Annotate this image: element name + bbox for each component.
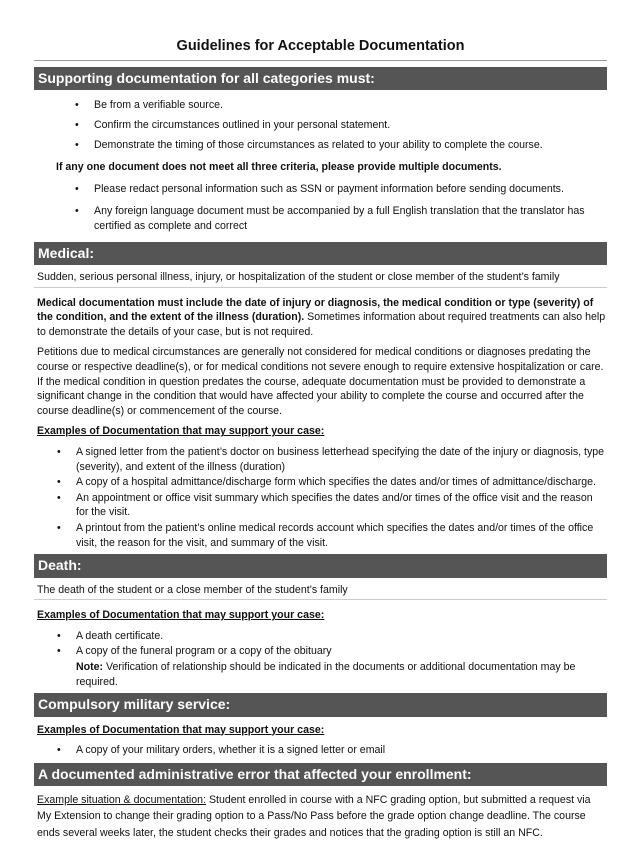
section-heading-military: Compulsory military service: bbox=[34, 693, 607, 716]
death-subtitle: The death of the student or a close member of the student’s family bbox=[34, 578, 607, 601]
military-examples-heading: Examples of Documentation that may support your case: bbox=[37, 723, 325, 736]
note-label: Note: bbox=[76, 661, 104, 673]
list-item: • A copy of the funeral program or a copy of the obituary bbox=[76, 644, 607, 659]
list-item: • An appointment or office visit summary which specifies the dates and/or times of the office visit and the reason for the visit. bbox=[76, 491, 607, 520]
criteria-note: If any one document does not meet all three criteria, please provide multiple documents. bbox=[56, 161, 502, 174]
supporting-bullet-list-2 bbox=[34, 182, 607, 234]
medical-requirement-rest: Sometimes information about required treatments can also help to demonstrate the details of your case, but is not required. bbox=[37, 311, 606, 338]
section-heading-admin-error: A documented administrative error that affected your enrollment: bbox=[34, 763, 607, 786]
death-examples-heading: Examples of Documentation that may support your case: bbox=[37, 609, 325, 622]
supporting-bullet-list bbox=[34, 98, 607, 152]
admin-example-text: Student enrolled in course with a NFC grading option, but submitted a request via My Extension to change their grading option to a Pass/No Pass before the grade option change deadline. The course ends several weeks later, the student checks their grades and notices that the grading option is still an NFC. bbox=[37, 794, 591, 839]
medical-examples-list bbox=[34, 445, 607, 550]
list-item: • Demonstrate the timing of those circumstances as related to your ability to complete the course. bbox=[94, 138, 607, 153]
military-examples-list bbox=[34, 743, 607, 758]
list-item: • Confirm the circumstances outlined in your personal statement. bbox=[94, 118, 607, 133]
section-heading-supporting: Supporting documentation for all categories must: bbox=[34, 67, 607, 90]
list-item: • Any foreign language document must be accompanied by a full English translation that the translator has certified as complete and correct bbox=[94, 204, 607, 233]
medical-paragraph-2: Petitions due to medical circumstances are generally not considered for medical conditions or diagnoses predating the course or respective deadline(s), or for medical conditions not severe enough to require extensive hospitalization or care. If the medical condition in question predates the course, adequate documentation must be provided to demonstrate a significant change in the condition that would have affected your ability to complete the course and occurred after the course deadline(s) or commencement of the course. bbox=[37, 346, 604, 417]
section-heading-death: Death: bbox=[34, 554, 607, 577]
list-item: • A death certificate. bbox=[76, 629, 607, 644]
medical-examples-heading: Examples of Documentation that may support your case: bbox=[37, 425, 325, 438]
list-item: • A copy of a hospital admittance/discharge form which specifies the dates and/or times of admittance/discharge. bbox=[76, 475, 607, 490]
page-title: Guidelines for Acceptable Documentation bbox=[34, 36, 607, 61]
medical-requirement-bold: Medical documentation must include the date of injury or diagnosis, the medical condition or type (severity) of the condition, and the extent of the illness (duration). bbox=[37, 296, 594, 324]
list-item: • Please redact personal information such as SSN or payment information before sending documents. bbox=[94, 182, 607, 197]
note-text: Verification of relationship should be indicated in the documents or additional documentation may be required. bbox=[76, 661, 576, 688]
list-item: • A printout from the patient’s online medical records account which specifies the dates and/or times of the office visit, the reason for the visit, and summary of the visit. bbox=[76, 521, 607, 550]
death-examples-list bbox=[34, 629, 607, 659]
medical-subtitle: Sudden, serious personal illness, injury, or hospitalization of the student or close member of the student’s family bbox=[34, 265, 607, 288]
death-note bbox=[76, 660, 607, 689]
admin-example-label: Example situation & documentation: bbox=[37, 794, 207, 807]
list-item: • Be from a verifiable source. bbox=[94, 98, 607, 113]
section-heading-medical: Medical: bbox=[34, 242, 607, 265]
list-item: • A copy of your military orders, whether it is a signed letter or email bbox=[76, 743, 607, 758]
admin-paragraph bbox=[37, 792, 607, 841]
list-item: • A signed letter from the patient’s doctor on business letterhead specifying the date of the injury or diagnosis, type (severity), and extent of the illness (duration) bbox=[76, 445, 607, 474]
medical-paragraph-1 bbox=[37, 296, 607, 340]
